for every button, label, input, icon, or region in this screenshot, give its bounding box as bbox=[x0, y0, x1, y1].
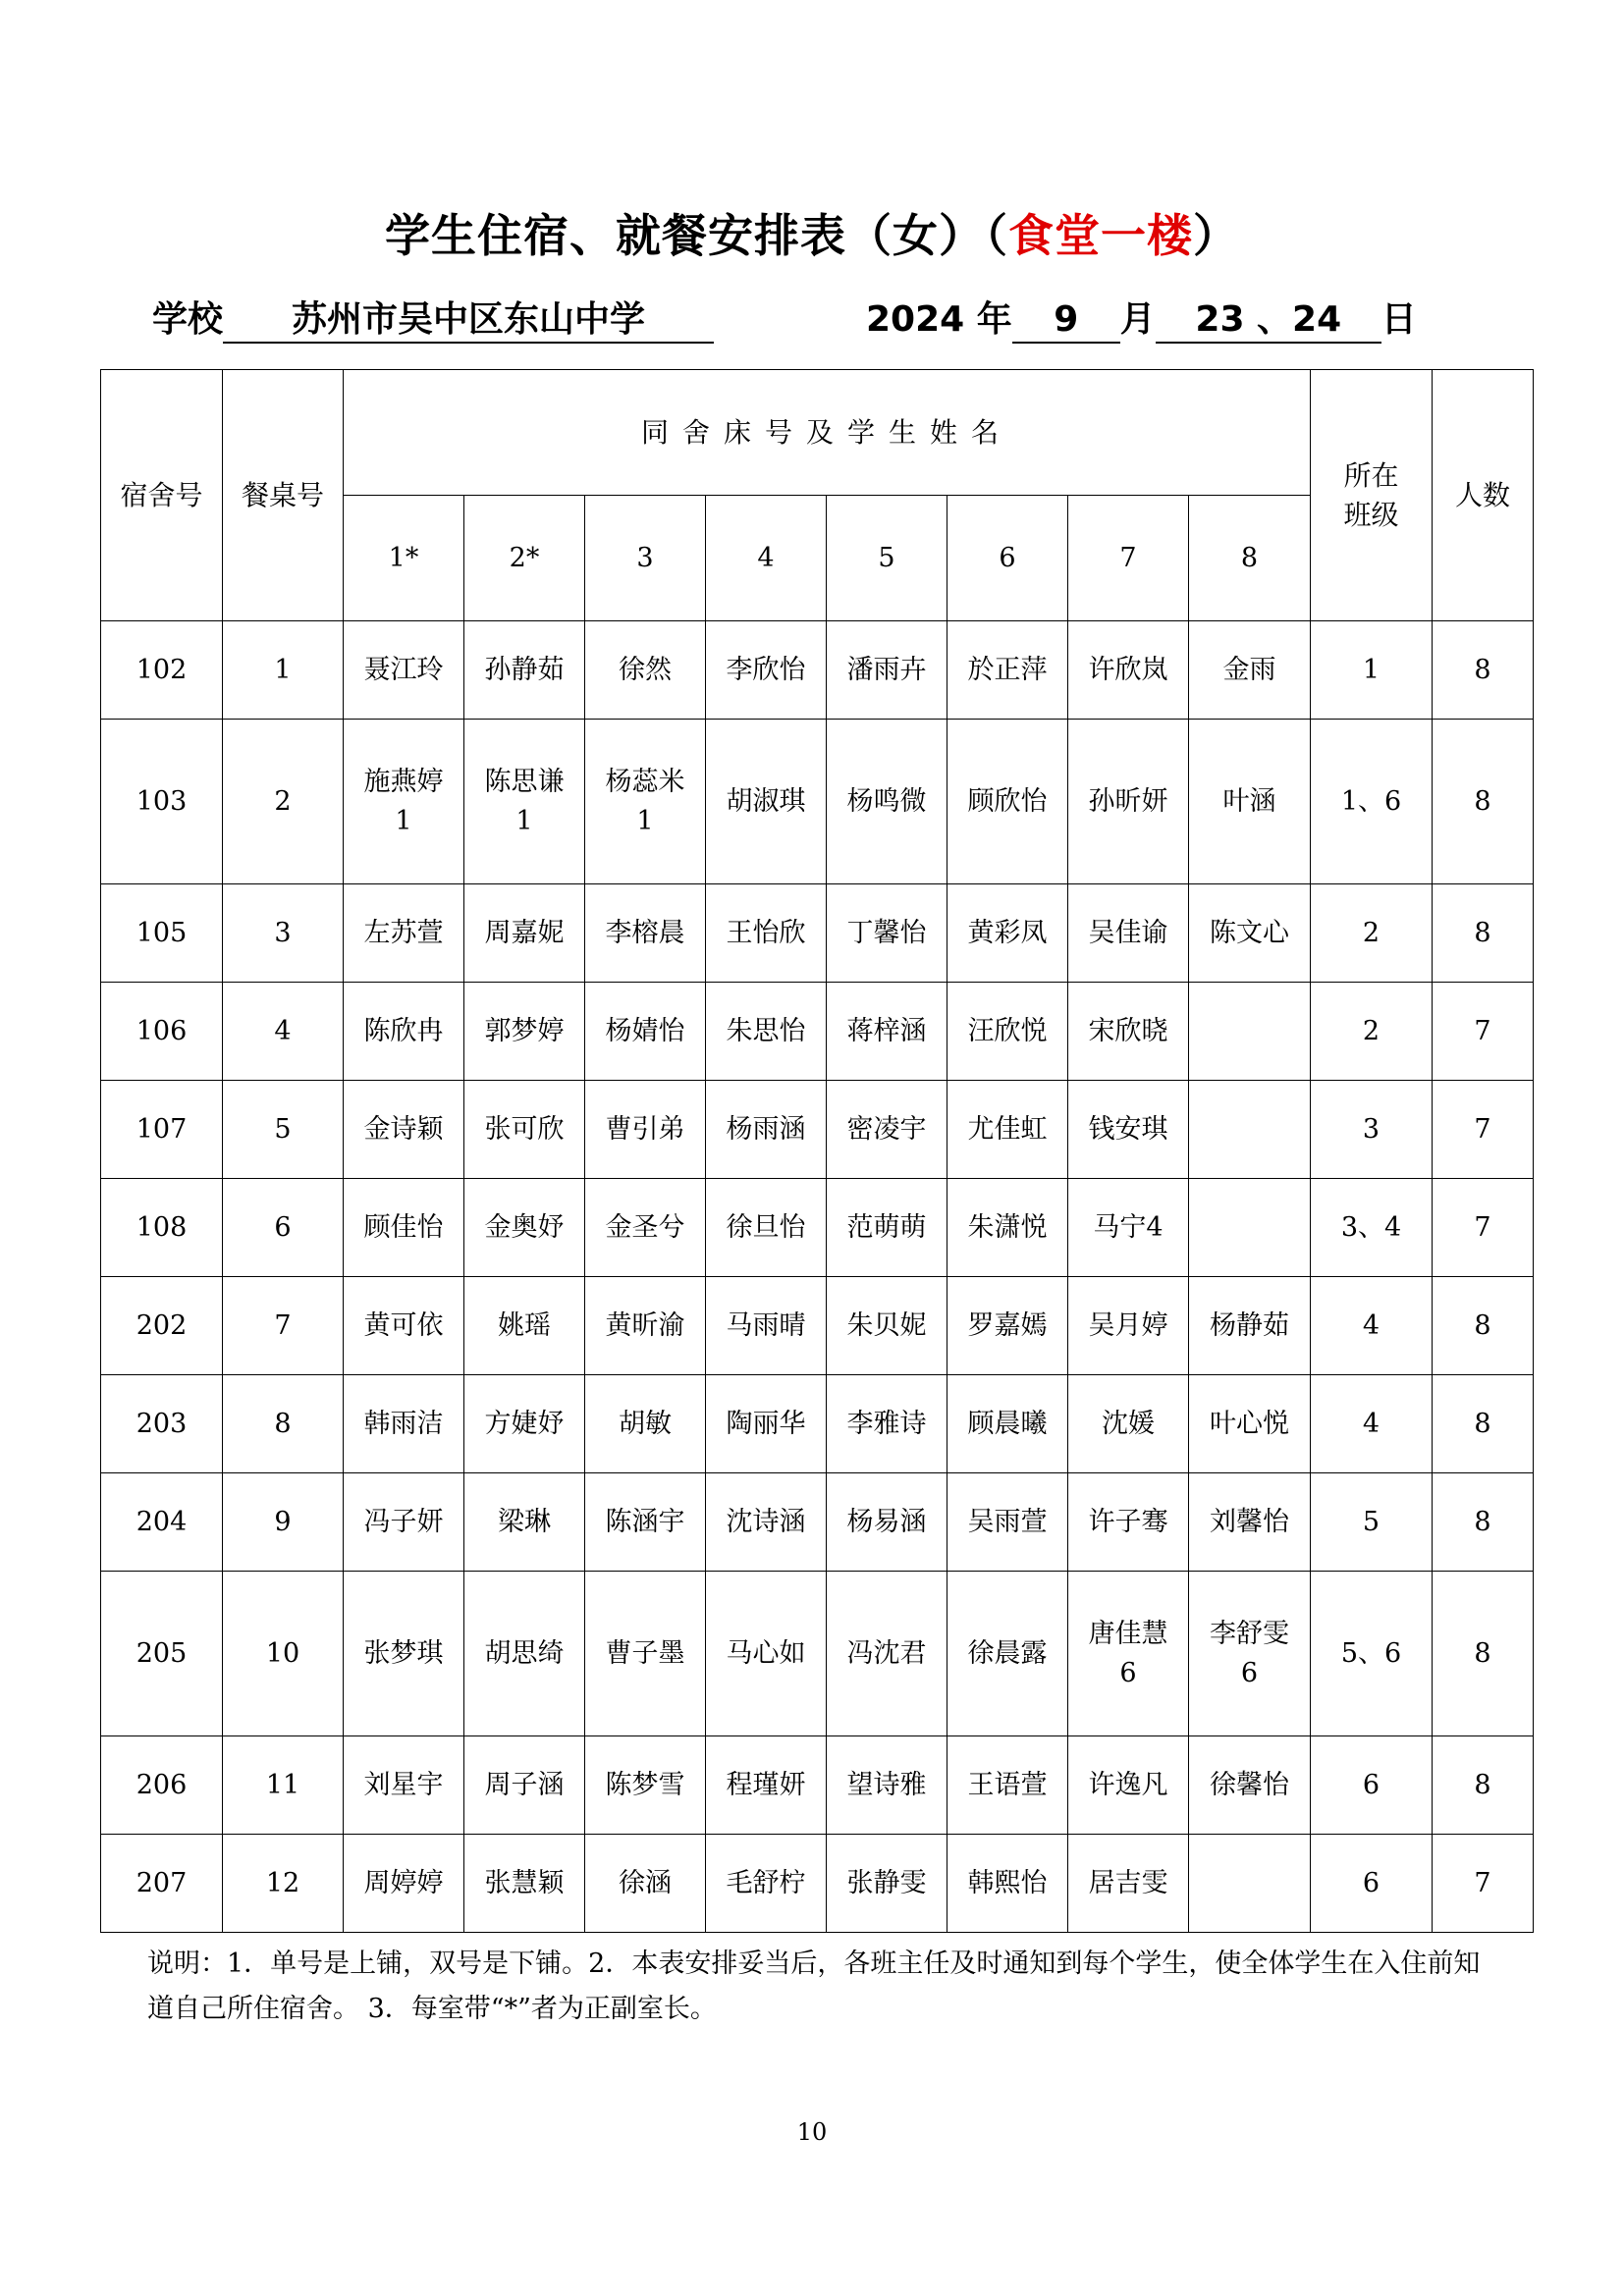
student-name: 叶心悦 bbox=[1189, 1375, 1311, 1473]
footnote: 说明：1．单号是上铺，双号是下铺。2．本表安排妥当后，各班主任及时通知到每个学生，使全体学生在入住前知道自己所住宿舍。 3．每室带“*”者为正副室长。 bbox=[147, 1949, 1481, 2024]
date-month-label: 月 bbox=[1119, 299, 1156, 340]
header-row-1 bbox=[101, 370, 1534, 496]
header-dorm: 宿舍号 bbox=[101, 370, 223, 621]
student-name: 陈思谦1 bbox=[464, 720, 585, 884]
title-main: 学生住宿、就餐安排表（女）（ bbox=[385, 209, 1008, 262]
dorm-number: 103 bbox=[101, 720, 223, 884]
student-name: 陶丽华 bbox=[706, 1375, 827, 1473]
school-line bbox=[152, 296, 714, 346]
student-name: 施燕婷1 bbox=[344, 720, 464, 884]
student-name: 胡思绮 bbox=[464, 1572, 585, 1736]
header-class: 所在班级 bbox=[1311, 370, 1433, 621]
student-name: 范萌萌 bbox=[827, 1179, 947, 1277]
student-name: 宋欣晓 bbox=[1068, 983, 1189, 1081]
student-name: 丁馨怡 bbox=[827, 884, 947, 983]
student-name: 叶涵 bbox=[1189, 720, 1311, 884]
student-name: 金奥妤 bbox=[464, 1179, 585, 1277]
student-name: 尤佳虹 bbox=[947, 1081, 1068, 1179]
student-name: 黄昕渝 bbox=[585, 1277, 706, 1375]
student-name: 顾佳怡 bbox=[344, 1179, 464, 1277]
table-number: 8 bbox=[223, 1375, 344, 1473]
table-number: 6 bbox=[223, 1179, 344, 1277]
bed-number: 5 bbox=[827, 496, 947, 621]
student-name: 钱安琪 bbox=[1068, 1081, 1189, 1179]
student-name: 梁琳 bbox=[464, 1473, 585, 1572]
class-number: 3、4 bbox=[1311, 1179, 1433, 1277]
table-number: 7 bbox=[223, 1277, 344, 1375]
student-name: 张梦琪 bbox=[344, 1572, 464, 1736]
student-name: 黄可依 bbox=[344, 1277, 464, 1375]
student-name: 周嘉妮 bbox=[464, 884, 585, 983]
class-number: 2 bbox=[1311, 884, 1433, 983]
student-name: 朱潇悦 bbox=[947, 1179, 1068, 1277]
student-name: 李雅诗 bbox=[827, 1375, 947, 1473]
page-number: 10 bbox=[796, 2118, 828, 2146]
class-number: 1、6 bbox=[1311, 720, 1433, 884]
date-days: 23 、24 bbox=[1156, 298, 1381, 344]
occupant-count: 8 bbox=[1433, 884, 1534, 983]
occupant-count: 7 bbox=[1433, 1081, 1534, 1179]
student-name: 汪欣悦 bbox=[947, 983, 1068, 1081]
bed-number: 2* bbox=[464, 496, 585, 621]
table-number: 5 bbox=[223, 1081, 344, 1179]
table-number: 10 bbox=[223, 1572, 344, 1736]
class-number: 5 bbox=[1311, 1473, 1433, 1572]
class-number: 4 bbox=[1311, 1375, 1433, 1473]
student-name: 於正萍 bbox=[947, 621, 1068, 720]
student-name: 程瑾妍 bbox=[706, 1736, 827, 1835]
date-month: 9 bbox=[1012, 298, 1120, 344]
student-name: 徐旦怡 bbox=[706, 1179, 827, 1277]
student-name: 陈涵宇 bbox=[585, 1473, 706, 1572]
title-highlight: 食堂一楼 bbox=[1008, 209, 1193, 262]
class-number: 4 bbox=[1311, 1277, 1433, 1375]
occupant-count: 8 bbox=[1433, 1572, 1534, 1736]
student-name: 曹引弟 bbox=[585, 1081, 706, 1179]
date-year-label: 年 bbox=[976, 299, 1012, 340]
student-name: 王语萱 bbox=[947, 1736, 1068, 1835]
table-row bbox=[101, 1572, 1534, 1736]
occupant-count: 8 bbox=[1433, 1375, 1534, 1473]
student-name: 韩熙怡 bbox=[947, 1835, 1068, 1933]
class-number: 6 bbox=[1311, 1736, 1433, 1835]
student-name: 金诗颖 bbox=[344, 1081, 464, 1179]
table-number: 11 bbox=[223, 1736, 344, 1835]
student-name: 陈欣冉 bbox=[344, 983, 464, 1081]
student-name: 吴佳谕 bbox=[1068, 884, 1189, 983]
header-count: 人数 bbox=[1433, 370, 1534, 621]
student-name: 望诗雅 bbox=[827, 1736, 947, 1835]
student-name: 李欣怡 bbox=[706, 621, 827, 720]
student-name: 沈媛 bbox=[1068, 1375, 1189, 1473]
student-name: 顾欣怡 bbox=[947, 720, 1068, 884]
student-name: 居吉雯 bbox=[1068, 1835, 1189, 1933]
occupant-count: 8 bbox=[1433, 1277, 1534, 1375]
class-number: 1 bbox=[1311, 621, 1433, 720]
student-name: 杨婧怡 bbox=[585, 983, 706, 1081]
class-number: 6 bbox=[1311, 1835, 1433, 1933]
student-name: 唐佳慧6 bbox=[1068, 1572, 1189, 1736]
student-name: 蒋梓涵 bbox=[827, 983, 947, 1081]
occupant-count: 8 bbox=[1433, 621, 1534, 720]
table-row bbox=[101, 720, 1534, 884]
student-name: 黄彩凤 bbox=[947, 884, 1068, 983]
student-name: 朱思怡 bbox=[706, 983, 827, 1081]
table-number: 3 bbox=[223, 884, 344, 983]
student-name: 姚瑶 bbox=[464, 1277, 585, 1375]
table-number: 2 bbox=[223, 720, 344, 884]
student-name: 杨蕊米1 bbox=[585, 720, 706, 884]
dorm-number: 204 bbox=[101, 1473, 223, 1572]
date-day-label: 日 bbox=[1380, 299, 1417, 340]
dorm-number: 206 bbox=[101, 1736, 223, 1835]
student-name: 周婷婷 bbox=[344, 1835, 464, 1933]
dorm-number: 205 bbox=[101, 1572, 223, 1736]
student-name: 曹子墨 bbox=[585, 1572, 706, 1736]
dorm-number: 105 bbox=[101, 884, 223, 983]
occupant-count: 7 bbox=[1433, 1835, 1534, 1933]
class-number: 2 bbox=[1311, 983, 1433, 1081]
student-name bbox=[1189, 983, 1311, 1081]
bed-number: 6 bbox=[947, 496, 1068, 621]
student-name: 王怡欣 bbox=[706, 884, 827, 983]
student-name: 陈文心 bbox=[1189, 884, 1311, 983]
occupant-count: 8 bbox=[1433, 720, 1534, 884]
table-row bbox=[101, 884, 1534, 983]
table-number: 12 bbox=[223, 1835, 344, 1933]
student-name bbox=[1189, 1835, 1311, 1933]
student-name: 左苏萱 bbox=[344, 884, 464, 983]
table-row bbox=[101, 1835, 1534, 1933]
school-label: 学校 bbox=[152, 299, 224, 340]
student-name: 马宁4 bbox=[1068, 1179, 1189, 1277]
student-name: 毛舒柠 bbox=[706, 1835, 827, 1933]
student-name: 许逸凡 bbox=[1068, 1736, 1189, 1835]
student-name: 马雨晴 bbox=[706, 1277, 827, 1375]
student-name: 孙静茹 bbox=[464, 621, 585, 720]
occupant-count: 8 bbox=[1433, 1473, 1534, 1572]
student-name: 杨鸣微 bbox=[827, 720, 947, 884]
bed-number: 4 bbox=[706, 496, 827, 621]
table-row bbox=[101, 983, 1534, 1081]
dorm-number: 203 bbox=[101, 1375, 223, 1473]
table-row bbox=[101, 1473, 1534, 1572]
table-number: 4 bbox=[223, 983, 344, 1081]
student-name: 张静雯 bbox=[827, 1835, 947, 1933]
dorm-number: 108 bbox=[101, 1179, 223, 1277]
student-name: 徐晨露 bbox=[947, 1572, 1068, 1736]
student-name bbox=[1189, 1081, 1311, 1179]
dorm-number: 106 bbox=[101, 983, 223, 1081]
dorm-number: 107 bbox=[101, 1081, 223, 1179]
student-name: 方婕妤 bbox=[464, 1375, 585, 1473]
student-name: 李舒雯6 bbox=[1189, 1572, 1311, 1736]
student-name: 金雨 bbox=[1189, 621, 1311, 720]
header-group: 同舍床号及学生姓名 bbox=[344, 370, 1311, 496]
student-name: 吴月婷 bbox=[1068, 1277, 1189, 1375]
class-number: 5、6 bbox=[1311, 1572, 1433, 1736]
student-name: 周子涵 bbox=[464, 1736, 585, 1835]
student-name: 徐涵 bbox=[585, 1835, 706, 1933]
bed-number: 8 bbox=[1189, 496, 1311, 621]
student-name: 韩雨洁 bbox=[344, 1375, 464, 1473]
dorm-table bbox=[100, 369, 1534, 1933]
student-name: 张慧颖 bbox=[464, 1835, 585, 1933]
occupant-count: 8 bbox=[1433, 1736, 1534, 1835]
date-year: 2024 bbox=[866, 299, 965, 340]
student-name: 徐馨怡 bbox=[1189, 1736, 1311, 1835]
student-name: 徐然 bbox=[585, 621, 706, 720]
dorm-number: 207 bbox=[101, 1835, 223, 1933]
table-row bbox=[101, 1375, 1534, 1473]
dorm-number: 102 bbox=[101, 621, 223, 720]
student-name: 冯沈君 bbox=[827, 1572, 947, 1736]
date-line bbox=[866, 296, 1417, 346]
student-name: 张可欣 bbox=[464, 1081, 585, 1179]
student-name: 顾晨曦 bbox=[947, 1375, 1068, 1473]
occupant-count: 7 bbox=[1433, 983, 1534, 1081]
student-name: 马心如 bbox=[706, 1572, 827, 1736]
student-name: 朱贝妮 bbox=[827, 1277, 947, 1375]
school-name: 苏州市吴中区东山中学 bbox=[223, 298, 714, 344]
student-name: 胡淑琪 bbox=[706, 720, 827, 884]
page-title bbox=[0, 206, 1624, 265]
student-name: 罗嘉嫣 bbox=[947, 1277, 1068, 1375]
student-name: 李榕晨 bbox=[585, 884, 706, 983]
student-name: 杨雨涵 bbox=[706, 1081, 827, 1179]
student-name: 陈梦雪 bbox=[585, 1736, 706, 1835]
table-row bbox=[101, 1736, 1534, 1835]
table-number: 9 bbox=[223, 1473, 344, 1572]
student-name: 冯子妍 bbox=[344, 1473, 464, 1572]
occupant-count: 7 bbox=[1433, 1179, 1534, 1277]
student-name: 刘馨怡 bbox=[1189, 1473, 1311, 1572]
table-row bbox=[101, 621, 1534, 720]
student-name: 沈诗涵 bbox=[706, 1473, 827, 1572]
table-row bbox=[101, 1081, 1534, 1179]
student-name: 密凌宇 bbox=[827, 1081, 947, 1179]
bed-number: 1* bbox=[344, 496, 464, 621]
bed-number: 3 bbox=[585, 496, 706, 621]
student-name: 刘星宇 bbox=[344, 1736, 464, 1835]
student-name: 潘雨卉 bbox=[827, 621, 947, 720]
title-close: ） bbox=[1193, 209, 1239, 262]
bed-number: 7 bbox=[1068, 496, 1189, 621]
student-name: 杨静茹 bbox=[1189, 1277, 1311, 1375]
class-number: 3 bbox=[1311, 1081, 1433, 1179]
student-name: 许欣岚 bbox=[1068, 621, 1189, 720]
student-name bbox=[1189, 1179, 1311, 1277]
dorm-number: 202 bbox=[101, 1277, 223, 1375]
student-name: 许子骞 bbox=[1068, 1473, 1189, 1572]
header-table: 餐桌号 bbox=[223, 370, 344, 621]
student-name: 杨易涵 bbox=[827, 1473, 947, 1572]
table-row bbox=[101, 1179, 1534, 1277]
student-name: 吴雨萱 bbox=[947, 1473, 1068, 1572]
student-name: 郭梦婷 bbox=[464, 983, 585, 1081]
student-name: 胡敏 bbox=[585, 1375, 706, 1473]
table-number: 1 bbox=[223, 621, 344, 720]
student-name: 金圣兮 bbox=[585, 1179, 706, 1277]
table-row bbox=[101, 1277, 1534, 1375]
student-name: 孙昕妍 bbox=[1068, 720, 1189, 884]
student-name: 聂江玲 bbox=[344, 621, 464, 720]
